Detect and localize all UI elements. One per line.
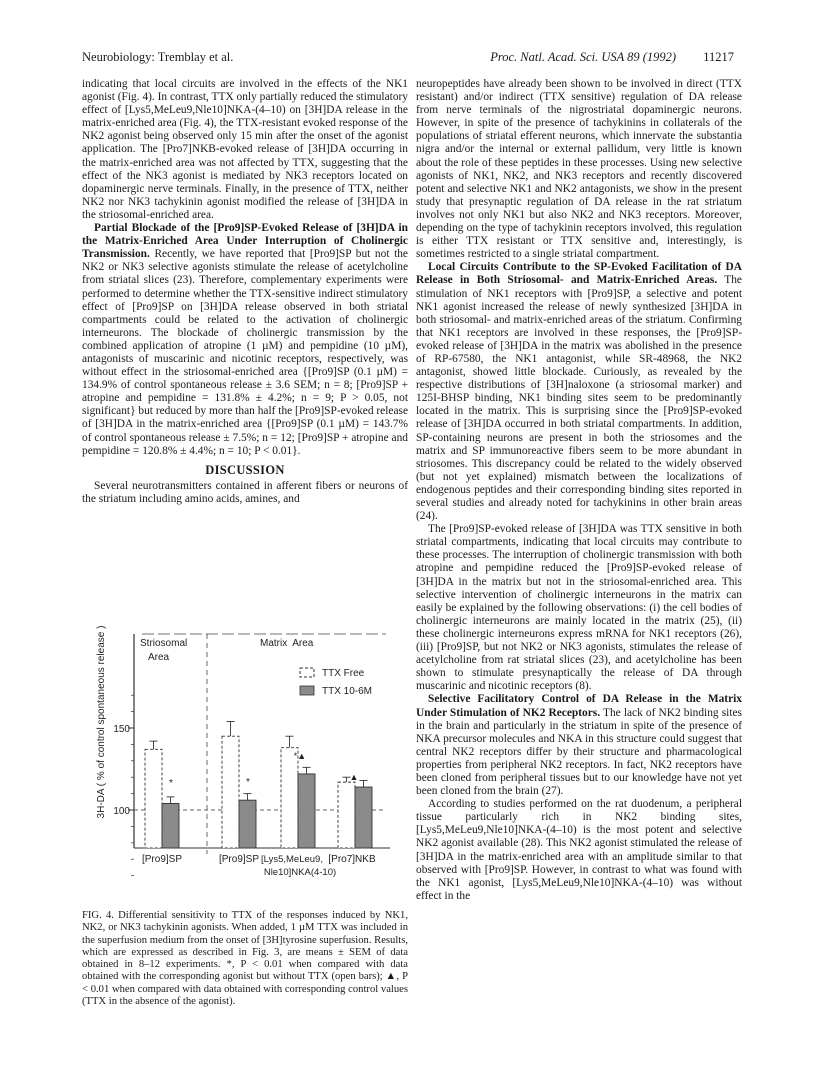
run-in-heading: Local Circuits Contribute to the SP-Evoked Facilitation of DA Release in Both Striosomal- and Matrix-Enriched Areas. xyxy=(416,261,742,287)
bar-ttx-free xyxy=(222,736,239,848)
bar-ttx-free xyxy=(145,749,162,848)
marker-sig-2: * xyxy=(246,777,250,788)
run-in-heading: Partial Blockade of the [Pro9]SP-Evoked Release of [3H]DA in the Matrix-Enriched Area Under Interruption of Cholinergic Transmission. xyxy=(82,222,408,261)
paragraph: neuropeptides have already been shown to be involved in direct (TTX resistant) and/or indirect (TTX sensitive) regulation of DA release from nerve terminals of the nigrostriatal dopaminergic neurons. However, in spite of the presence of tachykinins in collaterals of the populations of striatal efferent neurons, which innervate the substantia nigra and/or the internal or external pallidum, very little is known about the role of these peptides in these processes. Using new selective agonists of NK1, NK2, and NK3 receptors and recently discovered potent and selective NK1 and NK2 antagonists, we show in the present study that presynaptic regulation of DA release in the rat striatum involves not only NK1 but also NK2 and NK3 receptors. Moreover, depending on the type of tachykinin receptors involved, this regulation is either TTX resistant or TTX sensitive and, interestingly, is sometimes restricted to a single striatal compartment. xyxy=(416,78,742,261)
figure-caption: FIG. 4. Differential sensitivity to TTX of the responses induced by NK1, NK2, or NK3 tachykinin agonists. When added, 1 µM TTX was included in the superfusion medium from the onset of [3H]tyrosine superfusion. Results, which are expressed as described in Fig. 3, are means ± SEM of data obtained in 8–12 experiments. *, P < 0.01 when compared with data obtained with the corresponding agonist but without TTX (open bars); ▲, P < 0.01 when compared with data obtained with corresponding control values (TTX in the absence of the agonist). xyxy=(82,910,408,1008)
group-label-4: [Pro7]NKB xyxy=(328,854,376,865)
marker-sig-1: * xyxy=(169,778,173,789)
y-tick-100: 100 xyxy=(113,806,130,817)
legend-swatch-ttx xyxy=(300,686,314,695)
paragraph-body: Recently, we have reported that [Pro9]SP but not the NK2 or NK3 selective agonists stimulate the release of acetylcholine from striatal slices (23). Therefore, complementary experiments were performed to determine whether the TTX-sensitive indirect stimulatory effect of [Pro9]SP on [3H]DA release observed in both striatal compartments could be related to the activation of cholinergic interneurons. The blockade of cholinergic transmission by the combined application of atropine (1 µM) and pempidine (10 µM), antagonists of muscarinic and nicotinic receptors, respectively, was without effect in the striosomal-enriched area {[Pro9]SP (0.1 µM) = 134.9% of control spontaneous release ± 3.6 SEM; n = 8; [Pro9]SP + atropine and pempidine = 131.8% ± 4.2%; n = 9; P > 0.05, not significant} but reduced by more than half the [Pro9]SP-evoked release of [3H]DA in the matrix-enriched area {[Pro9]SP (0.1 µM) = 143.7% of control spontaneous release ± 7.5%; n = 12; [Pro9]SP + atropine and pempidine = 120.8% ± 4.4%; n = 10; P < 0.01}. xyxy=(82,248,408,457)
area-label-matrix: Matrix Area xyxy=(260,638,314,649)
paragraph xyxy=(416,693,742,798)
bar-chart xyxy=(82,604,408,906)
area-label-striosomal-2: Area xyxy=(148,652,170,663)
area-label-striosomal: Striosomal xyxy=(140,638,188,649)
right-column xyxy=(416,78,742,903)
paragraph xyxy=(416,261,742,523)
bar-ttx-free xyxy=(338,782,355,848)
bars xyxy=(145,721,372,848)
group-label-3b: Nle10]NKA(4-10) xyxy=(263,867,337,878)
figure-4 xyxy=(82,604,408,906)
journal-citation: Proc. Natl. Acad. Sci. USA 89 (1992) xyxy=(490,50,677,64)
paragraph xyxy=(82,222,408,458)
page-number: 11217 xyxy=(703,50,734,64)
bar-ttx-free xyxy=(281,748,298,848)
y-tick-150: 150 xyxy=(113,724,130,735)
legend-label-ttx: TTX 10-6M xyxy=(322,686,373,697)
y-axis-label: 3H-DA ( % of control spontaneous release ) xyxy=(96,625,107,819)
bar-ttx xyxy=(298,774,315,848)
marker-sig-4: ▲ xyxy=(349,772,359,782)
paragraph: indicating that local circuits are involved in the effects of the NK1 agonist (Fig. 4). In contrast, TTX only partially reduced the stimulatory effect of [Lys5,MeLeu9,Nle10]NKA-(4–10) on [3H]DA release in the matrix-enriched area (Fig. 4), the TTX-resistant evoked response of the NK2 agonist being observed only 15 min after the onset of the agonist application. The [Pro7]NKB-evoked release of [3H]DA occurring in the matrix-enriched area was not affected by TTX, suggesting that the effect of the NK3 agonist is mediated by NK3 receptors located on dopaminergic nerve terminals. Finally, in the presence of TTX, neither NK2 nor NK3 tachykinin agonist modified the release of [3H]DA in the striosomal-enriched area. xyxy=(82,78,408,221)
page-header xyxy=(82,50,734,66)
legend-label-ttx-free: TTX Free xyxy=(322,668,365,679)
section-title: DISCUSSION xyxy=(205,462,285,477)
group-label-1: [Pro9]SP xyxy=(141,854,183,865)
running-head: Neurobiology: Tremblay et al. xyxy=(82,50,234,64)
paragraph-body: The lack of NK2 binding sites in the brain and particularly in the striatum in spite of the presence of NKA precursor molecules and NKA in this structure could suggest that central NK2 receptors differ by their structure and pharmacological properties from peripheral NK2 receptors. In fact, NK2 receptors have been cloned from peripheral tissues but to our knowledge have not yet been cloned from the brain (27). xyxy=(416,706,742,798)
group-label-3a: [Lys5,MeLeu9, xyxy=(261,854,323,865)
legend-swatch-ttx-free xyxy=(300,668,314,677)
paragraph-body: The stimulation of NK1 receptors with [Pro9]SP, a selective and potent NK1 agonist increased the release of newly synthesized [3H]DA in both striosomal- and matrix-enriched areas of the striatum. Confirming that NK1 receptors are involved in these responses, the [Pro9]SP-evoked release of [3H]DA in the matrix was abolished in the presence of RP-67580, the NK1 antagonist, while SR-48968, the NK2 antagonist, showed little blockade. Curiously, as revealed by the respective distributions of [3H]naloxone (a striosomal marker) and 125I-BHSP binding, NK1 binding sites seem to be predominantly located in the matrix. This is surprising since the [Pro9]SP-evoked release of [3H]DA occurred in both striatal compartments. In addition, SP-containing neurons are present in both the striosomes and the matrix and SP immunoreactive fibers seem to be more abundant in striosomes. This discrepancy could be related to the widely observed (but not yet explained) mismatch between the localizations of endogenous peptides and their corresponding binding sites reported in several studies and already noted for tachykinins in other brain areas (24). xyxy=(416,274,742,523)
bar-ttx xyxy=(355,787,372,848)
paragraph: Several neurotransmitters contained in afferent fibers or neurons of the striatum including amino acids, amines, and xyxy=(82,479,408,505)
bar-ttx xyxy=(162,803,179,848)
paragraph: According to studies performed on the rat duodenum, a peripheral tissue particularly rich in NK2 binding sites, [Lys5,MeLeu9,Nle10]NKA-(4–10) is the most potent and selective NK2 agonist available (28). This NK2 agonist stimulated the release of [3H]DA in the matrix-enriched area with an amplitude similar to that observed with [Pro9]SP. However, in contrast to what was found with the NK1 agonist, [Lys5,MeLeu9,Nle10]NKA-(4–10) was without effect in the xyxy=(416,798,742,902)
marker-sig-3: *▲ xyxy=(293,751,307,761)
run-in-heading: Selective Facilitatory Control of DA Release in the Matrix Under Stimulation of NK2 Receptors. xyxy=(416,693,742,719)
bar-ttx xyxy=(239,800,256,848)
paragraph: The [Pro9]SP-evoked release of [3H]DA was TTX sensitive in both striatal compartments, indicating that local circuits may contribute to these processes. The interruption of cholinergic transmission with both atropine and pempidine reduced the [Pro9]SP-evoked release of [3H]DA in the matrix but not in the striosomal-enriched area. This selective intervention of cholinergic interneurons in the matrix can easily be explained by the following observations: (i) the cell bodies of cholinergic interneurons are mainly located in the matrix (25), (ii) these cholinergic interneurons express mRNA for NK1 receptors (26), (iii) [Pro9]SP, but not NK2 or NK3 agonists, stimulates the release of acetylcholine from rat striatal slices (23), and acetylcholine has been shown to stimulate presynaptically the release of DA through muscarinic and nicotinic receptors (8). xyxy=(416,523,742,693)
left-column xyxy=(82,78,408,506)
group-label-2: [Pro9]SP xyxy=(218,854,260,865)
